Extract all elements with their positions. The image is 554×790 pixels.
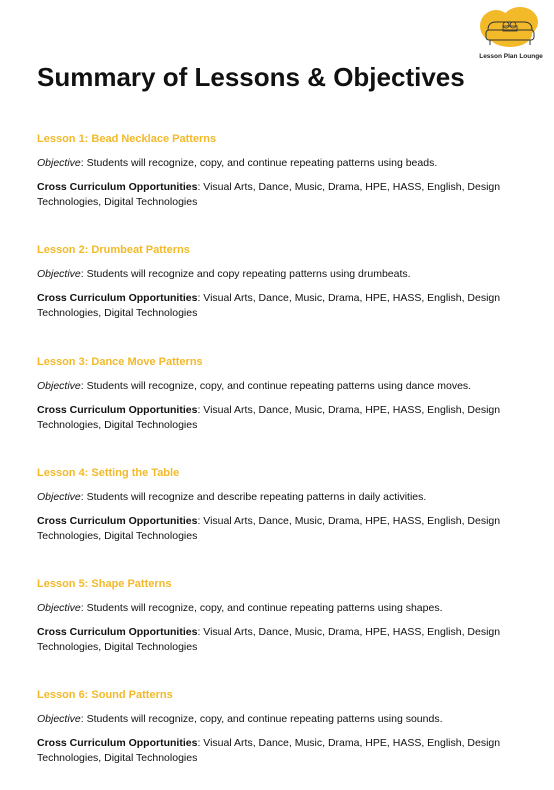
- objective-text: Students will recognize and describe repeating patterns in daily activities.: [86, 490, 427, 503]
- lounge-sofa-icon: [476, 6, 546, 54]
- lesson-cross-curriculum: Cross Curriculum Opportunities: Visual Arts, Dance, Music, Drama, HPE, HASS, English, Design Technologies, Digital Technologies: [37, 626, 501, 654]
- lesson-objective: Objective: Students will recognize and describe repeating patterns in daily activities.: [37, 490, 427, 503]
- page-title: Summary of Lessons & Objectives: [37, 62, 465, 92]
- lesson-item: [37, 577, 542, 688]
- lesson-objective: Objective: Students will recognize, copy, and continue repeating patterns using dance moves.: [37, 379, 472, 392]
- objective-label: Objective: [37, 157, 81, 169]
- cross-curriculum-text: Visual Arts, Dance, Music, Drama, HPE, HASS, English, Design Technologies, Digital Technologies: [37, 181, 501, 208]
- lesson-title: Lesson 2: Drumbeat Patterns: [37, 244, 190, 257]
- lesson-title: Lesson 6: Sound Patterns: [37, 689, 173, 702]
- logo-wordmark: Lesson Plan Lounge: [479, 53, 543, 60]
- objective-text: Students will recognize, copy, and continue repeating patterns using sounds.: [86, 713, 443, 726]
- lesson-plan-lounge-logo: [476, 6, 546, 62]
- lesson-objective: Objective: Students will recognize, copy, and continue repeating patterns using sounds.: [37, 713, 443, 726]
- objective-text: Students will recognize and copy repeating patterns using drumbeats.: [86, 268, 411, 281]
- lesson-title: Lesson 3: Dance Move Patterns: [37, 355, 203, 368]
- lesson-title: Lesson 4: Setting the Table: [37, 466, 180, 479]
- objective-text: Students will recognize, copy, and continue repeating patterns using beads.: [86, 157, 438, 169]
- objective-text: Students will recognize, copy, and continue repeating patterns using shapes.: [86, 602, 443, 615]
- lesson-objective: Objective: Students will recognize and copy repeating patterns using drumbeats.: [37, 268, 411, 281]
- cross-curriculum-text: Visual Arts, Dance, Music, Drama, HPE, HASS, English, Design Technologies, Digital Technologies: [37, 514, 501, 542]
- lesson-title: Lesson 1: Bead Necklace Patterns: [37, 133, 217, 145]
- objective-label: Objective: [37, 713, 81, 726]
- cross-curriculum-text: Visual Arts, Dance, Music, Drama, HPE, HASS, English, Design Technologies, Digital Technologies: [37, 737, 501, 765]
- lesson-item: [37, 243, 542, 354]
- cross-curriculum-label: Cross Curriculum Opportunities: [37, 514, 198, 527]
- lesson-objective: Objective: Students will recognize, copy, and continue repeating patterns using beads.: [37, 157, 438, 169]
- lesson-cross-curriculum: Cross Curriculum Opportunities: Visual Arts, Dance, Music, Drama, HPE, HASS, English, Design Technologies, Digital Technologies: [37, 403, 501, 431]
- lesson-item: [37, 355, 542, 466]
- objective-label: Objective: [37, 379, 81, 392]
- lesson-item: [37, 132, 542, 243]
- cross-curriculum-label: Cross Curriculum Opportunities: [37, 181, 198, 193]
- lesson-cross-curriculum: Cross Curriculum Opportunities: Visual Arts, Dance, Music, Drama, HPE, HASS, English, Design Technologies, Digital Technologies: [37, 292, 501, 320]
- cross-curriculum-label: Cross Curriculum Opportunities: [37, 737, 198, 750]
- lesson-list: [37, 132, 542, 790]
- lesson-cross-curriculum: Cross Curriculum Opportunities: Visual Arts, Dance, Music, Drama, HPE, HASS, English, Design Technologies, Digital Technologies: [37, 737, 501, 765]
- cross-curriculum-text: Visual Arts, Dance, Music, Drama, HPE, HASS, English, Design Technologies, Digital Technologies: [37, 626, 501, 654]
- objective-text: Students will recognize, copy, and continue repeating patterns using dance moves.: [86, 379, 472, 392]
- lesson-title: Lesson 5: Shape Patterns: [37, 578, 172, 591]
- cross-curriculum-label: Cross Curriculum Opportunities: [37, 626, 198, 639]
- cross-curriculum-text: Visual Arts, Dance, Music, Drama, HPE, HASS, English, Design Technologies, Digital Technologies: [37, 403, 501, 431]
- objective-label: Objective: [37, 490, 81, 503]
- objective-label: Objective: [37, 268, 81, 281]
- lesson-cross-curriculum: Cross Curriculum Opportunities: Visual Arts, Dance, Music, Drama, HPE, HASS, English, Design Technologies, Digital Technologies: [37, 514, 501, 542]
- lesson-item: [37, 466, 542, 577]
- lesson-objective: Objective: Students will recognize, copy, and continue repeating patterns using shapes.: [37, 602, 443, 615]
- objective-label: Objective: [37, 602, 81, 615]
- lesson-cross-curriculum: Cross Curriculum Opportunities: Visual Arts, Dance, Music, Drama, HPE, HASS, English, Design Technologies, Digital Technologies: [37, 181, 501, 208]
- cross-curriculum-label: Cross Curriculum Opportunities: [37, 403, 198, 416]
- cross-curriculum-label: Cross Curriculum Opportunities: [37, 292, 198, 305]
- cross-curriculum-text: Visual Arts, Dance, Music, Drama, HPE, HASS, English, Design Technologies, Digital Technologies: [37, 292, 501, 320]
- lesson-item: [37, 688, 542, 790]
